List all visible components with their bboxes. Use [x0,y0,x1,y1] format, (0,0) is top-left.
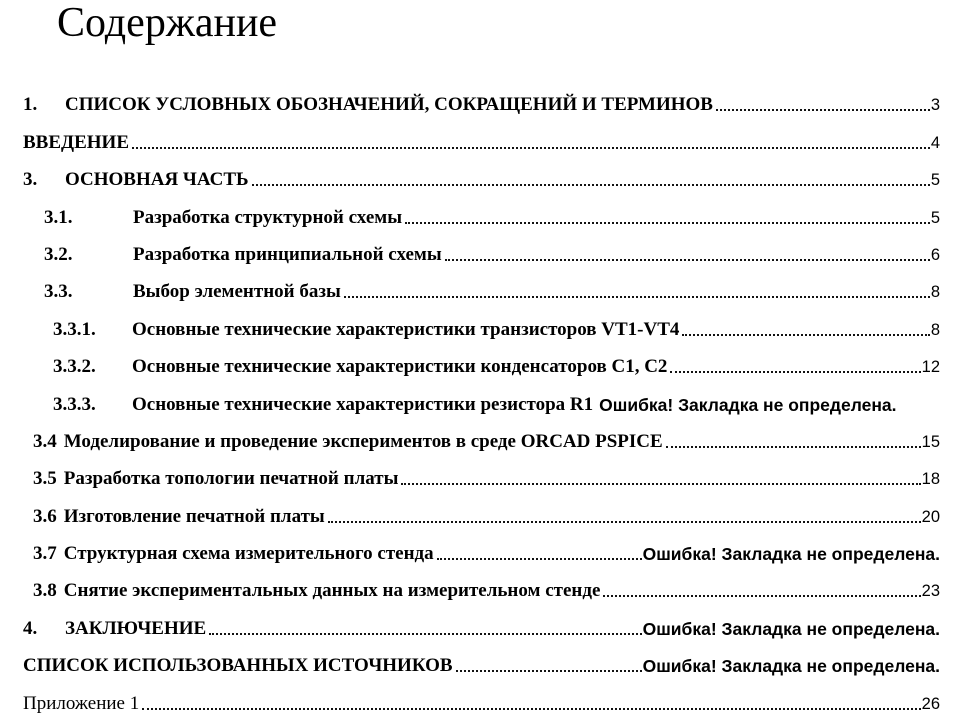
toc-page-number: 8 [930,283,940,302]
toc-entry[interactable] [0,309,975,346]
toc-entry-label: Структурная схема измерительного стенда [63,543,434,565]
toc-entry[interactable] [0,122,975,159]
toc-dot-leader [716,109,930,111]
toc-dot-leader [401,483,920,485]
toc-entry[interactable] [0,459,975,496]
toc-entry-label: Приложение 1 [23,692,140,714]
toc-dot-leader [682,334,929,336]
toc-dot-leader [209,633,641,635]
toc-entry[interactable] [0,347,975,384]
toc-entry-label: Моделирование и проведение экспериментов в среде ORCAD PSPICE [63,430,663,452]
toc-entry-number: 3.4 [33,430,57,452]
toc-error-text: Ошибка! Закладка не определена. [642,656,940,677]
toc-error-text: Ошибка! Закладка не определена. [642,544,940,565]
toc-dot-leader [132,147,930,149]
toc-page-number: 15 [921,432,940,451]
toc-entry[interactable] [0,683,975,720]
toc-entry-label: Снятие экспериментальных данных на измерительном стенде [63,580,601,602]
toc-dot-leader [142,708,920,710]
toc-dot-leader [252,184,930,186]
toc-entry-label: СПИСОК ИСПОЛЬЗОВАННЫХ ИСТОЧНИКОВ [23,655,453,677]
toc-entry-label: Выбор элементной базы [133,281,341,303]
toc-entry-label: Основные технические характеристики резистора R1 [132,393,594,415]
toc-entry-label: Основные технические характеристики транзисторов VT1-VT4 [132,318,680,340]
toc-dot-leader [437,558,642,560]
toc-page-number: 8 [930,320,940,339]
toc-entry-number: 3.6 [33,505,57,527]
toc-page-number: 23 [921,582,940,601]
toc-entry-label: ОСНОВНАЯ ЧАСТЬ [65,169,249,191]
toc-page-number: 6 [930,245,940,264]
toc-entry-label: Разработка топологии печатной платы [63,468,399,490]
toc-entry-number: 4. [23,617,38,639]
toc-entry[interactable] [0,646,975,683]
toc-page-number: 5 [930,208,940,227]
toc-page-number: 18 [921,470,940,489]
toc-entry-label: Разработка принципиальной схемы [133,243,442,265]
toc-entry[interactable] [0,534,975,571]
toc-entry-number: 3.3.3. [53,393,96,415]
toc-entry-label: ЗАКЛЮЧЕНИЕ [65,617,207,639]
toc-entry[interactable] [0,197,975,234]
toc-error-text: Ошибка! Закладка не определена. [599,394,897,415]
toc-entry[interactable] [0,496,975,533]
toc-entry[interactable] [0,608,975,645]
toc-entry[interactable] [0,160,975,197]
toc-dot-leader [445,259,930,261]
toc-entry[interactable] [0,272,975,309]
toc-entry-number: 3.5 [33,468,57,490]
toc-page-number: 4 [930,133,940,152]
toc-entry-number: 3. [23,169,38,191]
page-title: Содержание [57,0,278,46]
toc-entry-number: 3.2. [44,243,73,265]
toc-dot-leader [666,446,921,448]
toc-entry-number: 3.3.2. [53,356,96,378]
toc-entry-label: Разработка структурной схемы [133,206,403,228]
toc-entry-label: ВВЕДЕНИЕ [23,131,129,153]
toc-dot-leader [603,595,920,597]
toc-entry[interactable] [0,384,975,421]
toc-entry[interactable] [0,422,975,459]
toc-error-text: Ошибка! Закладка не определена. [642,618,940,639]
table-of-contents [0,85,975,721]
toc-entry[interactable] [0,235,975,272]
toc-dot-leader [405,222,930,224]
toc-entry-label: Изготовление печатной платы [63,505,325,527]
toc-entry-number: 3.3. [44,281,73,303]
toc-entry-number: 3.3.1. [53,318,96,340]
toc-dot-leader [670,371,920,373]
toc-entry[interactable] [0,571,975,608]
toc-entry-number: 1. [23,94,38,116]
toc-page-number: 12 [921,358,940,377]
toc-entry[interactable] [0,85,975,122]
toc-entry-number: 3.8 [33,580,57,602]
toc-page-number: 20 [921,507,940,526]
toc-entry-number: 3.1. [44,206,73,228]
toc-page-number: 3 [930,96,940,115]
toc-entry-label: Основные технические характеристики конденсаторов C1, C2 [132,356,668,378]
toc-page-number: 26 [921,694,940,713]
toc-page-number: 5 [930,171,940,190]
toc-dot-leader [344,296,930,298]
toc-dot-leader [328,521,921,523]
toc-entry-label: СПИСОК УСЛОВНЫХ ОБОЗНАЧЕНИЙ, СОКРАЩЕНИЙ И ТЕРМИНОВ [65,94,713,116]
toc-entry-number: 3.7 [33,543,57,565]
toc-dot-leader [456,670,642,672]
